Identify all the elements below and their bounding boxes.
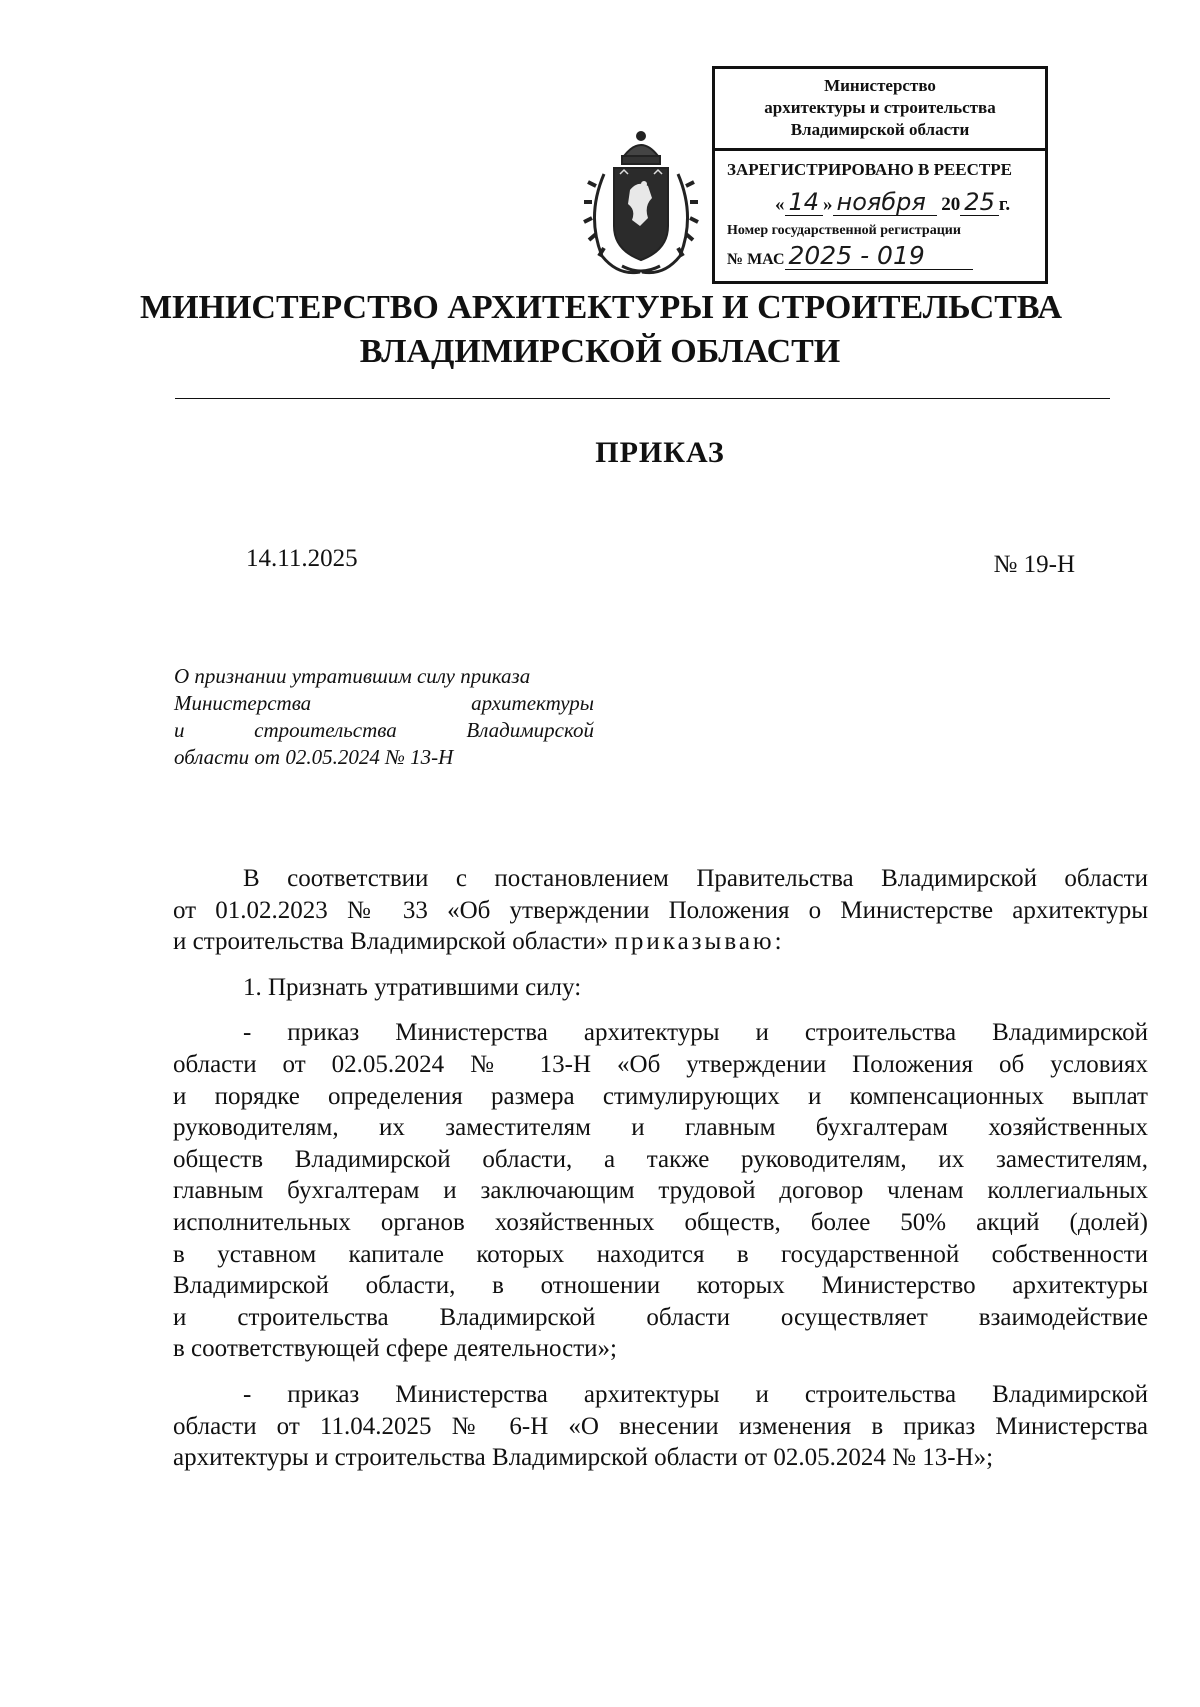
document-type: ПРИКАЗ — [595, 436, 725, 469]
repealed-order-1 — [173, 1017, 1148, 1365]
paragraph-line: архитектуры и строительства Владимирской области от 02.05.2024 № 13-Н»; — [173, 1444, 994, 1472]
stamp-date-day: 14 — [785, 189, 824, 216]
coat-of-arms-icon — [582, 126, 700, 278]
subject-line: Министерства архитектуры — [174, 691, 594, 715]
stamp-registration-block — [715, 151, 1045, 270]
paragraph-line: и порядке определения размера стимулирующих и компенсационных выплат — [173, 1082, 1148, 1110]
stamp-org-line: Владимирской области — [790, 120, 970, 139]
preamble-line: В соответствии с постановлением Правительства Владимирской области — [243, 865, 1148, 892]
document-number: № 19-Н — [993, 551, 1075, 578]
paragraph-line: в соответствующей сфере деятельности»; — [173, 1335, 617, 1363]
paragraph-line: обществ Владимирской области, а также руководителям, их заместителям, — [173, 1145, 1148, 1173]
stamp-org-line: Министерство — [824, 76, 936, 95]
preamble-text: и строительства Владимирской области» — [173, 928, 609, 956]
paragraph-line: руководителям, их заместителям и главным бухгалтерам хозяйственных — [173, 1114, 1148, 1142]
document-date: 14.11.2025 — [246, 545, 358, 572]
ministry-title-line: ВЛАДИМИРСКОЙ ОБЛАСТИ — [359, 333, 841, 370]
preamble-line — [173, 926, 1148, 958]
stamp-reg-number-label: Номер государственной регистрации — [727, 223, 961, 238]
subject-line: и строительства Владимирской — [174, 718, 594, 742]
subject-line: области от 02.05.2024 № 13-Н — [174, 745, 454, 769]
stamp-date-open-quote: « — [775, 194, 785, 215]
paragraph-line: Владимирской области, в отношении которых Министерство архитектуры — [173, 1272, 1148, 1300]
stamp-date-month: ноября — [833, 189, 937, 216]
paragraph-line: области от 02.05.2024 № 13-Н «Об утверждении Положения об условиях — [173, 1050, 1148, 1078]
stamp-date-year-prefix: 20 — [941, 194, 961, 215]
stamp-registered-label: ЗАРЕГИСТРИРОВАНО В РЕЕСТРЕ — [727, 160, 1012, 179]
stamp-date-year-suffix: 25 — [960, 189, 999, 216]
preamble-line: от 01.02.2023 № 33 «Об утверждении Положения о Министерстве архитектуры — [173, 896, 1148, 924]
order-word: приказываю: — [614, 928, 785, 956]
paragraph-line: - приказ Министерства архитектуры и строительства Владимирской — [243, 1019, 1148, 1047]
stamp-date-year-mark: г. — [998, 194, 1011, 215]
stamp-reg-number-value: 2025 - 019 — [785, 243, 973, 270]
stamp-reg-number-prefix: № МАС — [727, 251, 785, 268]
subject-line: О признании утратившим силу приказа — [174, 664, 531, 688]
registration-stamp — [712, 66, 1048, 284]
ministry-title — [140, 286, 1063, 374]
paragraph-line: в уставном капитале которых находится в государственной собственности — [173, 1240, 1148, 1268]
repealed-order-2 — [173, 1379, 1148, 1474]
stamp-org-line: архитектуры и строительства — [764, 98, 996, 117]
stamp-organization — [715, 69, 1045, 151]
stamp-date-close-quote: » — [823, 194, 833, 215]
header-divider — [175, 398, 1110, 399]
document-body — [173, 863, 1148, 1488]
paragraph-line: - приказ Министерства архитектуры и строительства Владимирской — [243, 1380, 1148, 1408]
stamp-reg-number — [727, 243, 1045, 270]
paragraph-line: и строительства Владимирской области осуществляет взаимодействие — [173, 1303, 1148, 1331]
paragraph-line: исполнительных органов хозяйственных обществ, более 50% акций (долей) — [173, 1208, 1148, 1236]
stamp-date — [727, 189, 1045, 219]
paragraph-line: области от 11.04.2025 № 6-Н «О внесении изменения в приказ Министерства — [173, 1412, 1148, 1440]
preamble-paragraph — [173, 863, 1148, 958]
ministry-title-line: МИНИСТЕРСТВО АРХИТЕКТУРЫ И СТРОИТЕЛЬСТВА — [140, 289, 1063, 326]
item-1: 1. Признать утратившими силу: — [243, 973, 582, 1001]
paragraph-line: главным бухгалтерам и заключающим трудовой договор членам коллегиальных — [173, 1177, 1148, 1205]
document-subject — [174, 663, 594, 771]
